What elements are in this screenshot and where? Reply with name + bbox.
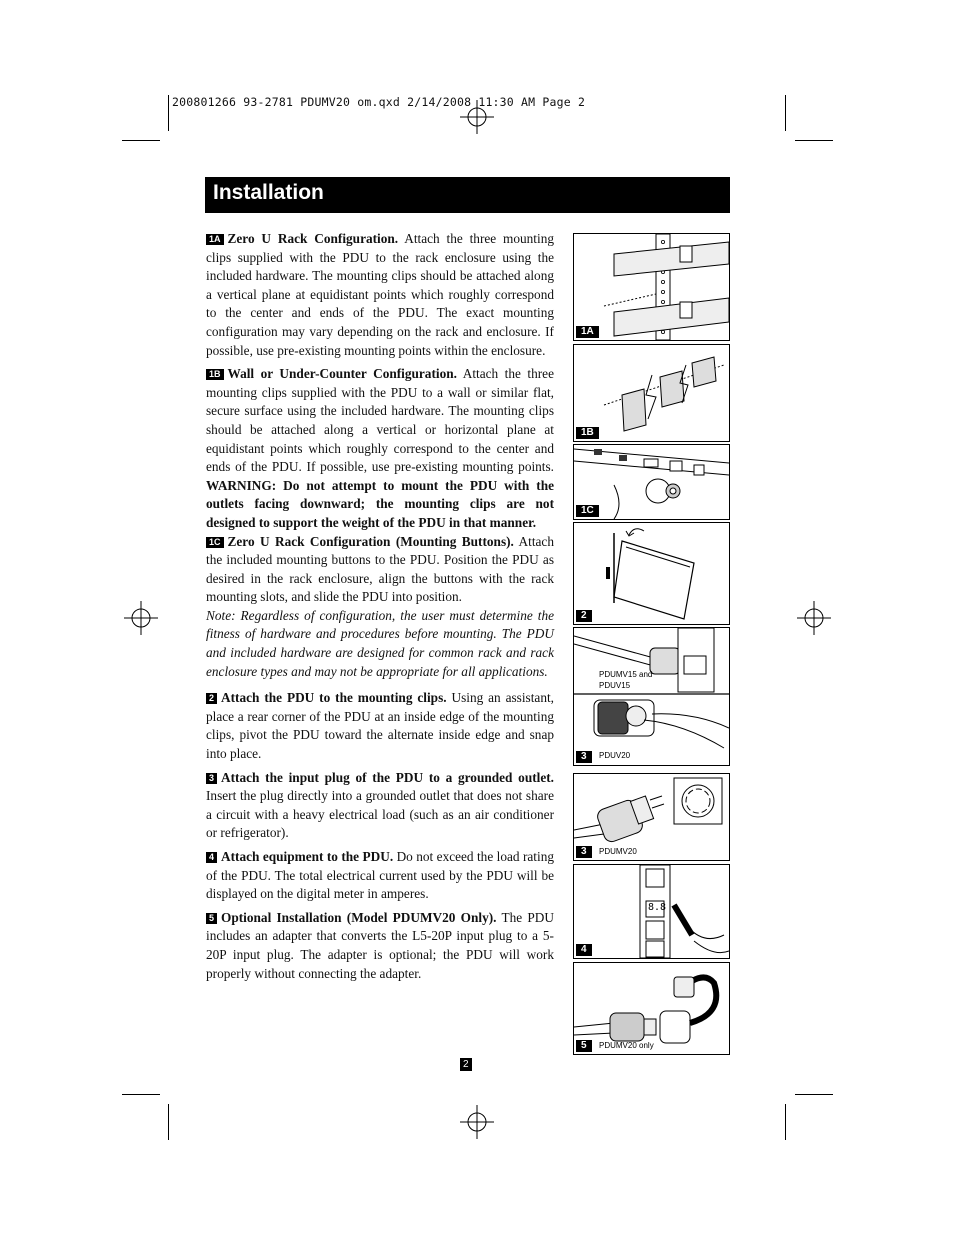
title-bar (205, 177, 730, 213)
step-tag: 2 (206, 693, 217, 704)
section-text: Do not exceed the load rating of the PDU. The total electrical current used by the PDU will be displayed on the digital meter in amperes. (206, 849, 554, 902)
section-4 (206, 848, 554, 904)
section-5 (206, 909, 554, 983)
note (206, 607, 554, 681)
instructions-column (206, 230, 554, 988)
registration-mark-left (124, 601, 158, 635)
section-text: Using an assistant, place a rear corner of the PDU at an inside edge of the mounting clips, pivot the PDU toward the alternate inside edge and snap into place. (206, 690, 554, 762)
figure-1a (573, 233, 730, 341)
figure-3a (573, 627, 730, 766)
section-heading: Attach equipment to the PDU. (221, 849, 394, 864)
caption-model: PDUMV20 (599, 847, 637, 856)
section-text: The PDU includes an adapter that converts the L5-20P input plug to a 5-20P input plug. The adapter is optional; the PDU will work properly without connecting the adapter. (206, 909, 554, 981)
figure-2 (573, 522, 730, 625)
caption-model-lower: PDUV20 (599, 751, 631, 760)
caption-models-2: PDUV15 (599, 681, 631, 690)
page-title: Installation (213, 181, 324, 204)
section-2 (206, 689, 554, 763)
section-3 (206, 769, 554, 843)
step-tag: 1B (206, 369, 224, 380)
figure-label: 1A (576, 326, 599, 338)
figure-label: 1B (576, 427, 599, 439)
section-1c (206, 533, 554, 607)
registration-mark-right (797, 601, 831, 635)
digital-meter-readout: 8.8 (648, 902, 667, 913)
pdu-pivot-illustration (574, 523, 729, 624)
section-heading: Attach the input plug of the PDU to a grounded outlet. (221, 769, 554, 785)
step-tag: 1A (206, 234, 224, 245)
figure-label: 4 (576, 944, 592, 956)
figure-label: 3 (576, 846, 592, 858)
rack-clips-illustration (574, 234, 729, 340)
figure-label: 1C (576, 505, 599, 517)
figure-label: 3 (576, 751, 592, 763)
figure-4 (573, 864, 730, 959)
step-tag: 4 (206, 852, 217, 863)
figure-label: 5 (576, 1040, 592, 1052)
page-number: 2 (460, 1058, 472, 1071)
warning-text: WARNING: Do not attempt to mount the PDU with the outlets facing downward; the mounting clips are not designed to support the weight of the PDU in that manner. (206, 477, 554, 530)
figure-1c (573, 444, 730, 520)
print-slug: 200801266 93-2781 PDUMV20 om.qxd 2/14/2008 11:30 AM Page 2 (172, 95, 586, 109)
step-tag: 3 (206, 773, 217, 784)
twistlock-plug-illustration (574, 774, 729, 860)
note-text: Note: Regardless of configuration, the user must determine the fitness of hardware and procedures before mounting. The PDU and included hardware are designed for common rack and rack enclosure types and may not be appropriate for all applications. (206, 607, 554, 679)
section-heading: Optional Installation (Model PDUMV20 Only). (221, 909, 497, 925)
section-1a (206, 230, 554, 360)
step-tag: 5 (206, 913, 217, 924)
figure-label: 2 (576, 610, 592, 622)
section-text: Attach the three mounting clips supplied with the PDU to a wall or similar flat, secure surface using the included hardware. The mounting clips should be attached along a vertical or horizontal plane at equidistant points which roughly correspond to the center and ends of the PDU. If possible, use pre-existing mounting points. (206, 366, 554, 475)
section-text: Attach the included mounting buttons to the PDU. Position the PDU as desired in the rack enclosure, align the buttons with the rack mounting slots, and slide the PDU into position. (206, 533, 554, 605)
section-heading: Zero U Rack Configuration (Mounting Buttons). (227, 533, 514, 549)
caption-models: PDUMV15 and (599, 670, 653, 679)
section-heading: Wall or Under-Counter Configuration. (227, 366, 457, 382)
outlet-plug-illustration (574, 628, 729, 765)
figure-1b (573, 344, 730, 442)
registration-mark-bottom (460, 1105, 494, 1139)
section-heading: Attach the PDU to the mounting clips. (221, 690, 447, 706)
section-heading: Zero U Rack Configuration. (227, 231, 399, 246)
figure-3b (573, 773, 730, 861)
step-tag: 1C (206, 537, 224, 548)
section-1b (206, 365, 554, 532)
figure-5 (573, 962, 730, 1055)
section-text: Insert the plug directly into a grounded outlet that does not share a circuit with a heavy electrical load (such as an air conditioner or refrigerator). (206, 788, 554, 841)
caption-model: PDUMV20 only (599, 1041, 654, 1050)
registration-mark-top (460, 100, 494, 134)
section-text: Attach the three mounting clips supplied with the PDU to the rack enclosure using the included hardware. The mounting clips should be attached along a vertical plane at equidistant points which roughly correspond to the center and ends of the PDU. The exact mounting configuration may vary depending on the rack and enclosure. If possible, use pre-existing mounting points within the enclosure. (206, 231, 554, 358)
